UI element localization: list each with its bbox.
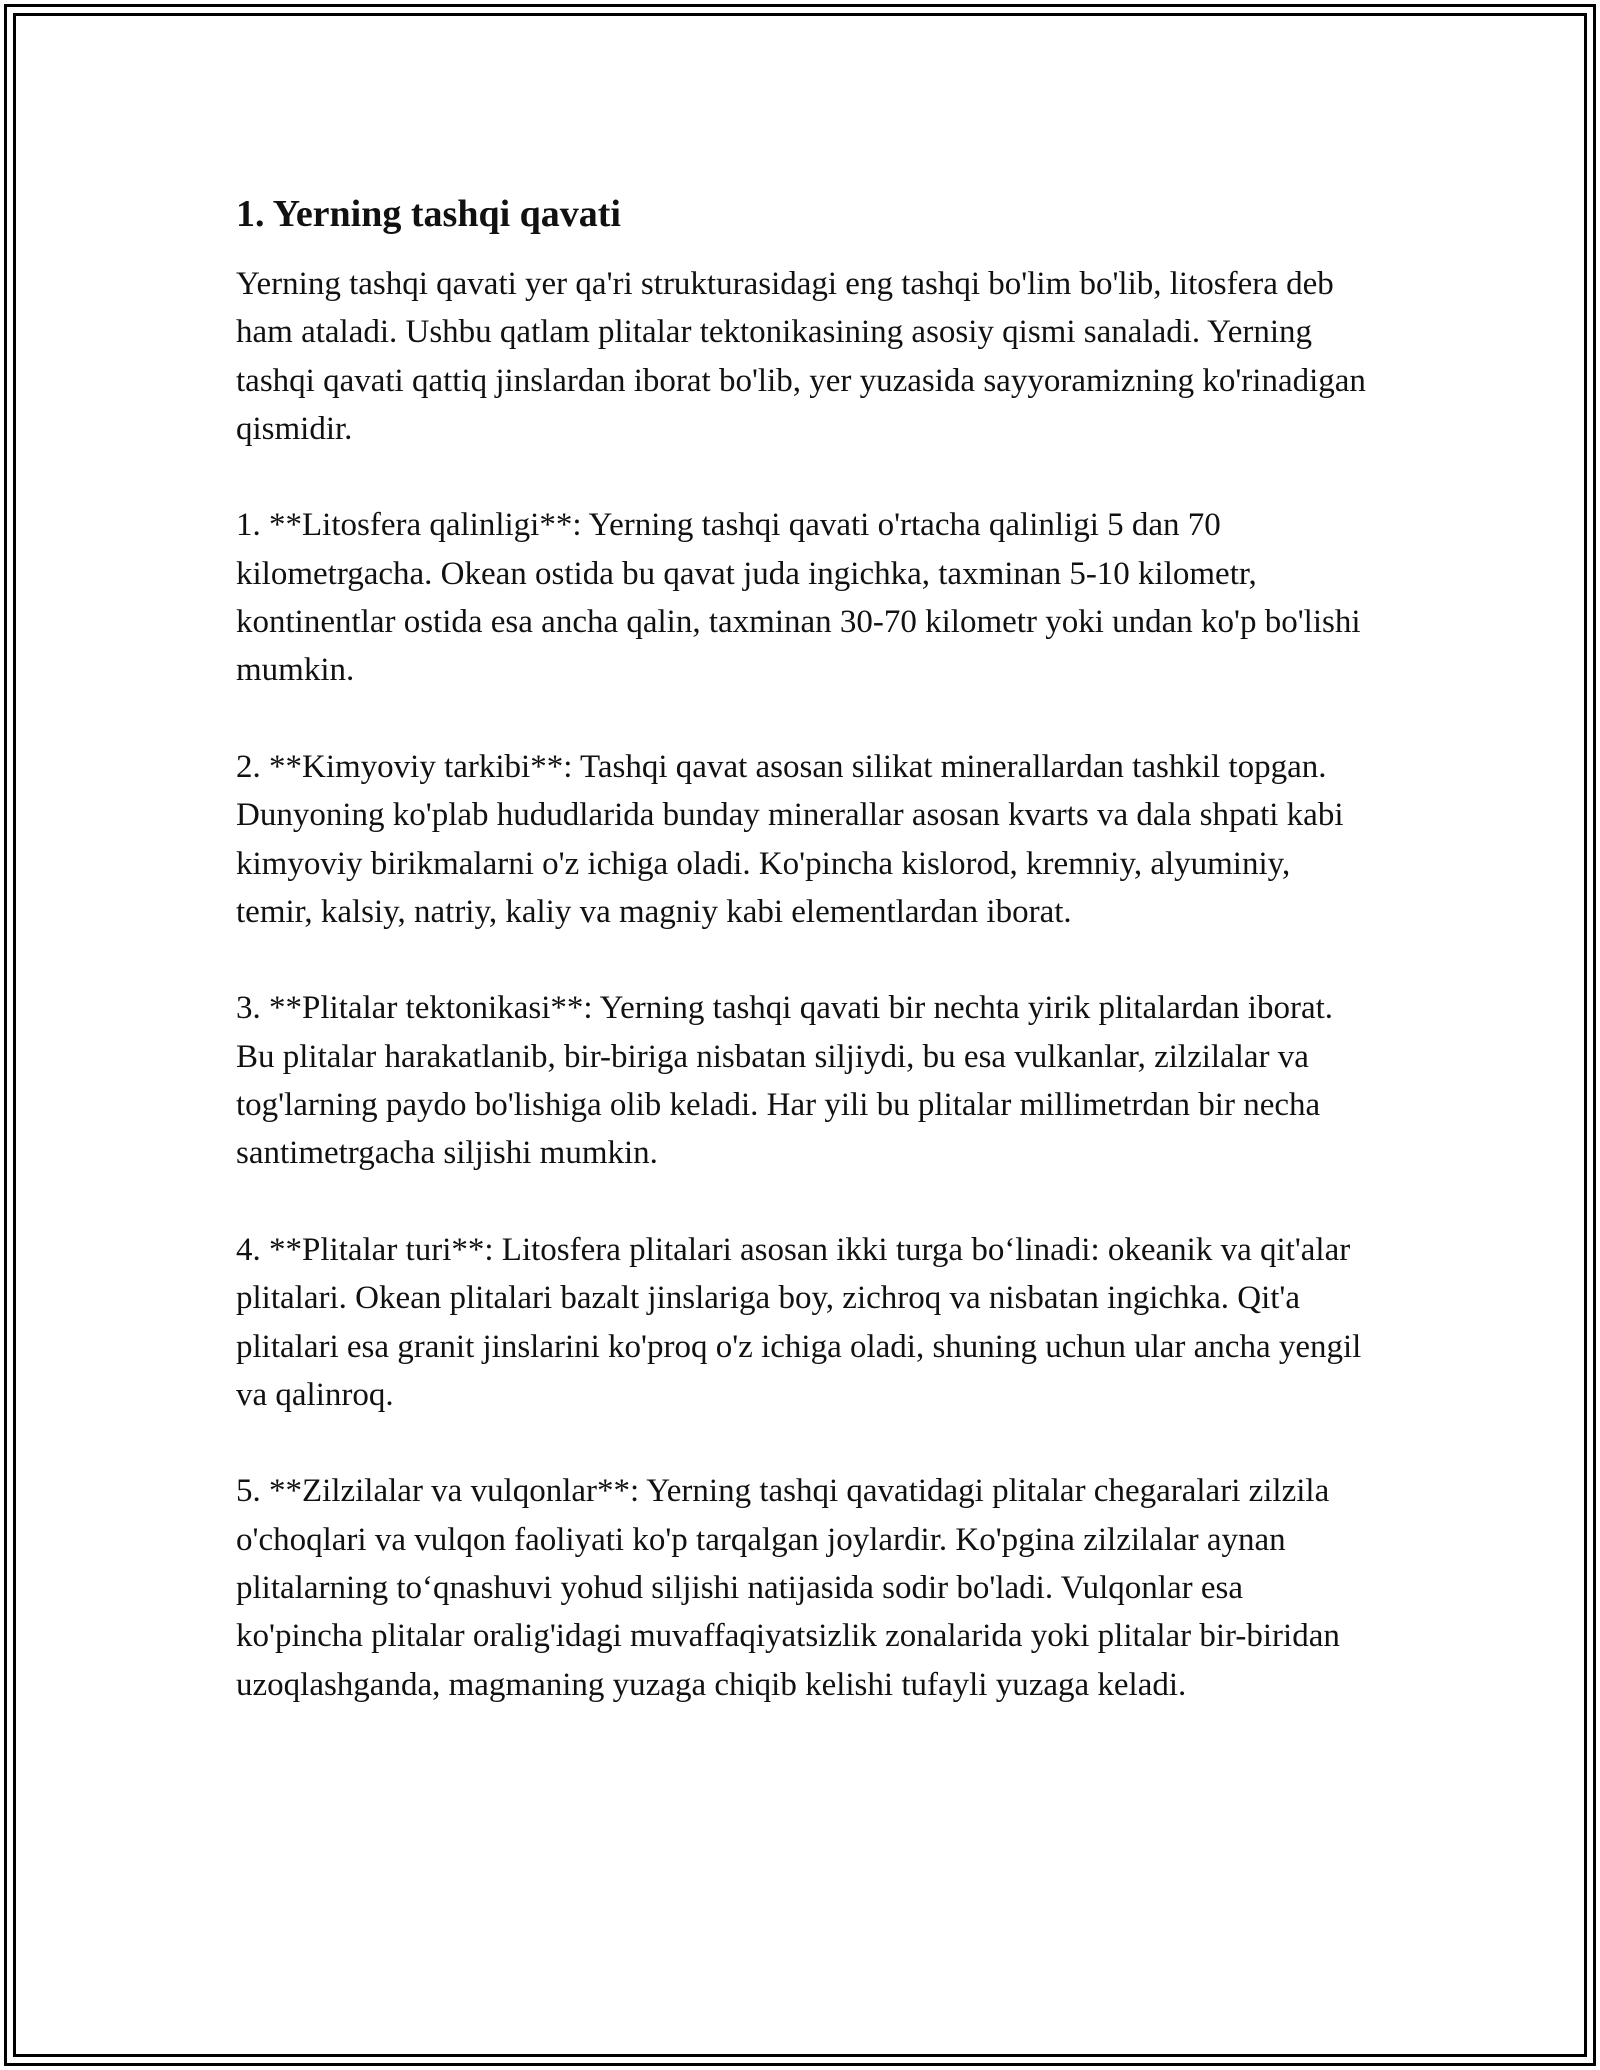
intro-paragraph: Yerning tashqi qavati yer qa'ri strukturasidagi eng tashqi bo'lim bo'lib, litosfera deb ham ataladi. Ushbu qatlam plitalar tektonikasining asosiy qismi sanaladi. Yerning tashqi qavati qattiq jinslardan iborat bo'lib, yer yuzasida sayyoramizning ko'rinadigan qismidir. <box>236 266 1366 447</box>
item-zilzilalar-va-vulqonlar: 5. **Zilzilalar va vulqonlar**: Yerning tashqi qavatidagi plitalar chegaralari zilzila o'choqlari va vulqon faoliyati ko'p tarqalgan joylardir. Ko'pgina zilzilalar aynan plitalarning to‘qnashuvi yohud siljishi natijasida sodir bo'ladi. Vulqonlar esa ko'pincha plitalar oralig'idagi muvaffaqiyatsizlik zonalarida yoki plitalar bir-biridan uzoqlashganda, magmaning yuzaga chiqib kelishi tufayli yuzaga keladi. <box>236 1473 1340 1703</box>
document-body <box>236 186 1371 1757</box>
item-plitalar-tektonikasi: 3. **Plitalar tektonikasi**: Yerning tashqi qavati bir nechta yirik plitalardan iborat. Bu plitalar harakatlanib, bir-biriga nisbatan siljiydi, bu esa vulkanlar, zilzilalar va tog'larning paydo bo'lishiga olib keladi. Har yili bu plitalar millimetrdan bir necha santimetrgacha siljishi mumkin. <box>236 990 1334 1172</box>
item-kimyoviy-tarkibi: 2. **Kimyoviy tarkibi**: Tashqi qavat asosan silikat minerallardan tashkil topgan. Dunyoning ko'plab hududlarida bunday minerallar asosan kvarts va dala shpati kabi kimyoviy birikmalarni o'z ichiga oladi. Ko'pincha kislorod, kremniy, alyuminiy, temir, kalsiy, natriy, kaliy va magniy kabi elementlardan iborat. <box>236 748 1344 930</box>
item-litosfera-qalinligi: 1. **Litosfera qalinligi**: Yerning tashqi qavati o'rtacha qalinligi 5 dan 70 kilometrgacha. Okean ostida bu qavat juda ingichka, taxminan 5-10 kilometr, kontinentlar ostida esa ancha qalin, taxminan 30-70 kilometr yoki undan ko'p bo'lishi mumkin. <box>236 507 1361 689</box>
item-plitalar-turi: 4. **Plitalar turi**: Litosfera plitalari asosan ikki turga bo‘linadi: okeanik va qit'alar plitalari. Okean plitalari bazalt jinslariga boy, zichroq va nisbatan ingichka. Qit'a plitalari esa granit jinslarini ko'proq o'z ichiga oladi, shuning uchun ular ancha yengil va qalinroq. <box>236 1231 1362 1413</box>
document-title: 1. Yerning tashqi qavati <box>236 193 621 235</box>
